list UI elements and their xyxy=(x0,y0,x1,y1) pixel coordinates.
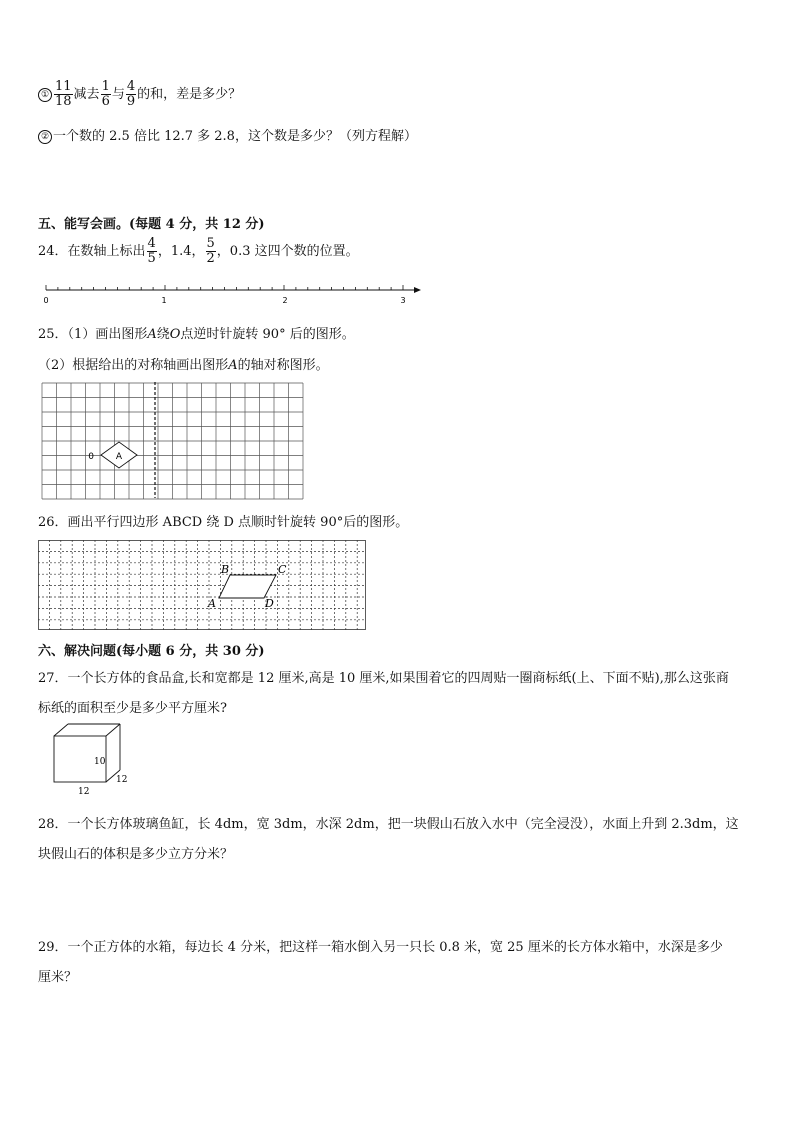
grid-parallelogram xyxy=(38,540,368,632)
question-26: 26．画出平行四边形 ABCD 绕 D 点顺时针旋转 90°后的图形。 xyxy=(38,515,409,530)
axis-label-2: 2 xyxy=(282,296,288,305)
fraction: $\frac{11}{18}$ xyxy=(55,79,72,109)
axis-label-0: 0 xyxy=(43,296,49,305)
fraction: $\frac{4}{9}$ xyxy=(126,79,136,109)
question-25-part-2: （2）根据给出的对称轴画出图形A的轴对称图形。 xyxy=(38,358,329,373)
shape-a-label: A xyxy=(115,452,123,462)
problem-number: ① xyxy=(38,88,52,102)
vertex-a: A xyxy=(208,597,216,610)
section-heading-6: 六、解决问题(每小题 6 分，共 30 分) xyxy=(38,644,265,659)
vertex-c: C xyxy=(278,563,287,576)
fraction: $\frac{4}{5}$ xyxy=(147,236,156,266)
dim-width: 12 xyxy=(116,775,128,785)
problem-number: ② xyxy=(38,130,52,144)
point-o-label: 0 xyxy=(88,452,94,462)
question-27-line-1: 27．一个长方体的食品盒,长和宽都是 12 厘米,高是 10 厘米,如果围着它的四周贴一圈商标纸(上、下面不贴),那么这张商 xyxy=(38,671,729,686)
grid-figure-a xyxy=(41,382,315,500)
question-28-line-1: 28．一个长方体玻璃鱼缸，长 4dm，宽 3dm，水深 2dm，把一块假山石放入水中（完全浸没），水面上升到 2.3dm，这 xyxy=(38,817,739,832)
axis-label-1: 1 xyxy=(161,296,167,305)
problem-fraction: ① $\frac{11}{18}$ 减去 $\frac{1}{6}$ 与 $\frac{4}{9}$ 的和，差是多少？ xyxy=(38,80,241,109)
vertex-d: D xyxy=(265,597,274,610)
question-28-line-2: 块假山石的体积是多少立方分米？ xyxy=(38,847,234,862)
number-line xyxy=(38,280,428,306)
fraction: $\frac{5}{2}$ xyxy=(206,236,215,266)
parallelogram-abcd xyxy=(219,575,276,598)
question-29-line-1: 29．一个正方体的水箱，每边长 4 分米，把这样一箱水倒入另一只长 0.8 米，宽 25 厘米的长方体水箱中，水深是多少 xyxy=(38,940,723,955)
question-27-line-2: 标纸的面积至少是多少平方厘米? xyxy=(38,701,227,716)
fraction: $\frac{1}{6}$ xyxy=(101,79,110,109)
question-25-part-1: 25．（1）画出图形A绕O点逆时针旋转 90° 后的图形。 xyxy=(38,327,355,342)
question-24: 24．在数轴上标出 $\frac{4}{5}$ ，1.4， $\frac{5}{2}$ ，0.3 这四个数的位置。 xyxy=(38,236,359,266)
box-figure xyxy=(50,722,140,798)
dim-height: 10 xyxy=(94,757,106,767)
question-29-line-2: 厘米？ xyxy=(38,970,78,985)
problem-equation: ② 一个数的 2.5 倍比 12.7 多 2.8，这个数是多少？（列方程解） xyxy=(38,125,417,144)
axis-label-3: 3 xyxy=(400,296,406,305)
dim-length: 12 xyxy=(78,787,90,797)
section-heading-5: 五、能写会画。(每题 4 分，共 12 分) xyxy=(38,217,265,232)
vertex-b: B xyxy=(221,563,230,576)
